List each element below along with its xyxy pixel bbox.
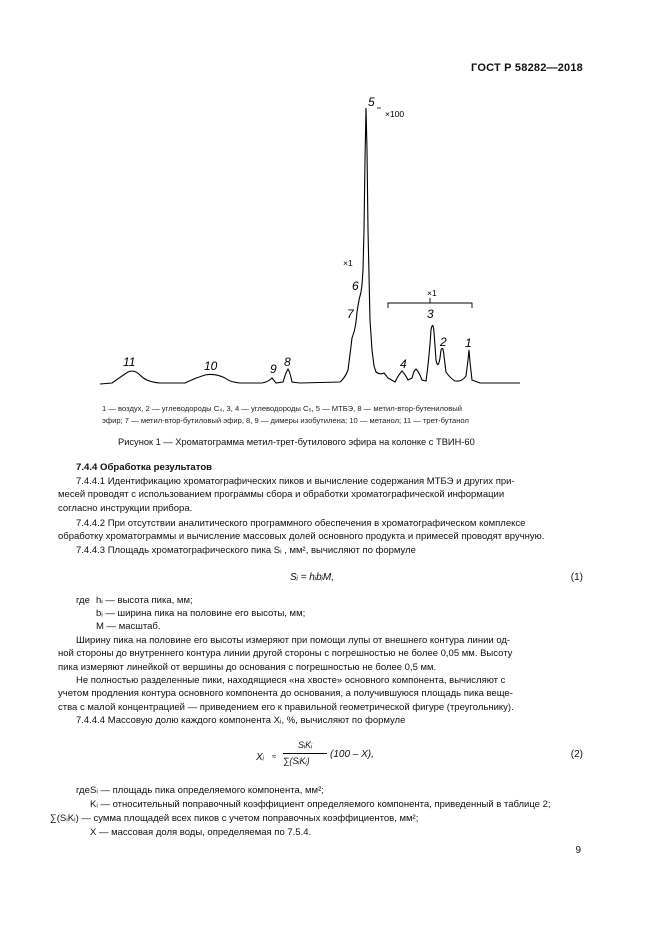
equation-1: Sᵢ = hᵢbᵢM, <box>290 572 335 583</box>
text-line: 7.4.4.3 Площадь хроматографического пика Sᵢ , мм², вычисляют по формуле <box>76 545 416 556</box>
paragraph-7-4-4-3 <box>58 544 582 557</box>
text-line: Ширину пика на половине его высоты измеряют при помощи лупы от внешнего контура линии од- <box>76 635 511 646</box>
peak-label-8: 8 <box>284 355 291 369</box>
page-number: 9 <box>575 845 581 856</box>
peak-label-3: 3 <box>427 307 434 321</box>
scale-x1-right: ×1 <box>427 288 437 298</box>
peak-label-6: 6 <box>352 279 359 293</box>
text-line: учетом продления контура основного компонента до основания, а получившуюся площадь пика веще- <box>58 688 513 700</box>
definition-h: hᵢ — высота пика, мм; <box>96 595 193 606</box>
text-line: месей проводят с использованием программы сбора и обработки хроматографической информации <box>58 489 505 501</box>
definition-sum: ∑(SᵢKᵢ) — сумма площадей всех пиков с учетом поправочных коэффициентов, мм²; <box>50 813 419 824</box>
scale-x1-left: ×1 <box>343 258 353 268</box>
peak-label-2: 2 <box>440 335 447 349</box>
peak-label-9: 9 <box>270 362 277 376</box>
where-label-2: где <box>76 785 90 796</box>
fraction-bar <box>283 753 327 754</box>
paragraph-peak-width <box>58 634 582 674</box>
figure-caption: Рисунок 1 — Хроматограмма метил-трет-бутилового эфира на колонке с ТВИН-60 <box>118 437 475 447</box>
text-line: Не полностью разделенные пики, находящиеся «на хвосте» основного компонента, вычисляют с <box>76 675 506 686</box>
text-line: 7.4.4.1 Идентификацию хроматографических пиков и вычисление содержания МТБЭ и других при- <box>76 476 515 487</box>
chromatogram-figure <box>0 0 661 400</box>
paragraph-7-4-4-4 <box>58 714 582 727</box>
figure-legend-line-2: эфир; 7 — метил-втор-бутиловый эфир, 8, 9 — димеры изобутилена; 10 — метанол; 11 — трет-бутанол <box>102 416 469 425</box>
peak-label-4: 4 <box>400 357 407 371</box>
definition-k: Kᵢ — относительный поправочный коэффициент определяемого компонента, приведенный в таблице 2; <box>90 799 551 810</box>
equation-2-numerator: SᵢKᵢ <box>298 740 313 750</box>
document-header: ГОСТ Р 58282—2018 <box>471 62 583 74</box>
peak-label-11: 11 <box>123 355 136 369</box>
definition-b: bᵢ — ширина пика на половине его высоты, мм; <box>96 608 306 619</box>
text-line: пика измеряют линейкой от вершины до основания с погрешностью не более 0,5 мм. <box>58 661 437 673</box>
peak-label-1: 1 <box>465 336 472 350</box>
equation-2-number: (2) <box>570 749 583 760</box>
equation-2-tail: (100 – X), <box>330 749 374 760</box>
paragraph-unresolved-peaks <box>58 674 582 714</box>
text-line: обработку хроматограммы и вычисление массовых долей основного продукта и примесей проводят вручную. <box>58 531 545 543</box>
peak-label-10: 10 <box>204 359 218 373</box>
text-line: 7.4.4.2 При отсутствии аналитического программного обеспечения в хроматографическом комплексе <box>76 518 526 529</box>
section-title: 7.4.4 Обработка результатов <box>76 462 213 473</box>
paragraph-7-4-4-2 <box>58 517 582 544</box>
definition-s: Sᵢ — площадь пика определяемого компонента, мм²; <box>90 785 324 796</box>
text-line: ства с малой концентрацией — приведением его к правильной геометрической фигуре (треугольнику). <box>58 701 514 713</box>
equation-1-number: (1) <box>570 572 583 583</box>
equation-2-lhs: Xᵢ <box>256 752 264 763</box>
peak-label-5: 5 <box>368 95 375 109</box>
definition-m: M — масштаб. <box>96 621 161 632</box>
scale-x100: ×100 <box>385 109 405 119</box>
text-line: согласно инструкции прибора. <box>58 502 193 514</box>
text-line: 7.4.4.4 Массовую долю каждого компонента Xᵢ, %, вычисляют по формуле <box>76 715 406 726</box>
definition-x: X — массовая доля воды, определяемая по 7.5.4. <box>90 827 312 838</box>
equation-2-approx: ≈ <box>272 752 277 761</box>
equation-2-denominator: ∑(SᵢKᵢ) <box>283 756 310 766</box>
chromatogram-trace <box>100 108 520 384</box>
paragraph-7-4-4-1 <box>58 475 582 515</box>
figure-legend-line-1: 1 — воздух, 2 — углеводороды C₄, 3, 4 — углеводороды C₅, 5 — МТБЭ, 8 — метил-втор-бутениловый <box>102 404 462 413</box>
text-line: ной стороны до внутреннего контура линии другой стороны с погрешностью не более 0,05 мм. Высоту <box>58 648 513 660</box>
where-label-1: где <box>76 595 90 606</box>
peak-label-7: 7 <box>347 307 354 321</box>
